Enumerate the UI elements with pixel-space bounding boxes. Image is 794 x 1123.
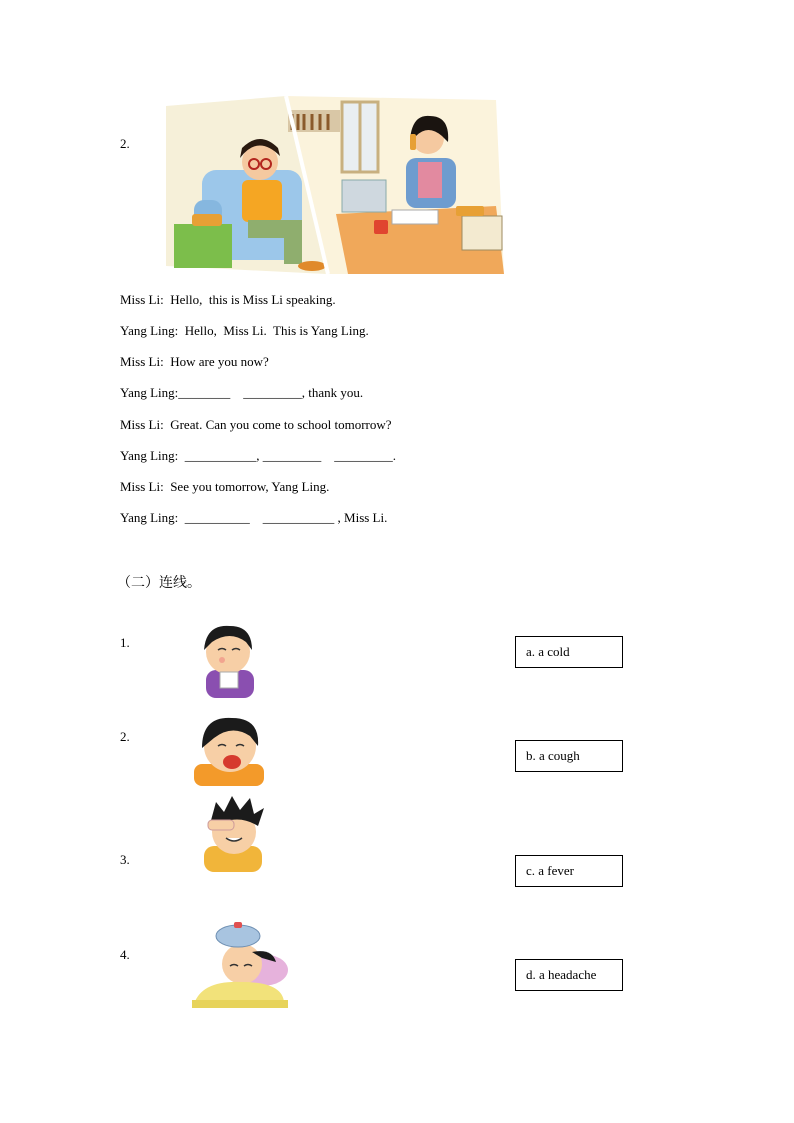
item-number: 4. xyxy=(120,947,130,962)
boy-with-cold-icon xyxy=(194,620,262,700)
dialogue-line: Yang Ling: Hello, Miss Li. This is Yang Ling. xyxy=(120,323,369,338)
option-box-fever: c. a fever xyxy=(515,855,623,887)
dialogue-line-blank: Yang Ling:________ _________, thank you. xyxy=(120,385,364,400)
dialogue-line: Miss Li: Hello, this is Miss Li speaking. xyxy=(120,292,336,307)
dialogue-line-blank: Yang Ling: ___________, _________ _________. xyxy=(120,448,397,463)
option-box-cough: b. a cough xyxy=(515,740,623,772)
boy-with-fever-icon xyxy=(202,794,266,872)
dialogue-line: Miss Li: Great. Can you come to school tomorrow? xyxy=(120,417,392,432)
boy-coughing-icon xyxy=(194,714,270,786)
item-number: 2. xyxy=(120,729,130,744)
section-title: （二）连线。 xyxy=(117,575,201,591)
item-number: 3. xyxy=(120,852,130,867)
item-number: 1. xyxy=(120,635,130,650)
dialogue-line: Miss Li: See you tomorrow, Yang Ling. xyxy=(120,479,330,494)
dialogue-line: Miss Li: How are you now? xyxy=(120,354,269,369)
question-number: 2. xyxy=(120,136,130,151)
dialogue-line-blank: Yang Ling: __________ ___________ , Miss Li. xyxy=(120,510,388,525)
option-box-cold: a. a cold xyxy=(515,636,623,668)
boy-in-bed-with-ice-pack-icon xyxy=(192,922,292,1010)
phone-call-illustration xyxy=(166,96,506,274)
option-box-headache: d. a headache xyxy=(515,959,623,991)
